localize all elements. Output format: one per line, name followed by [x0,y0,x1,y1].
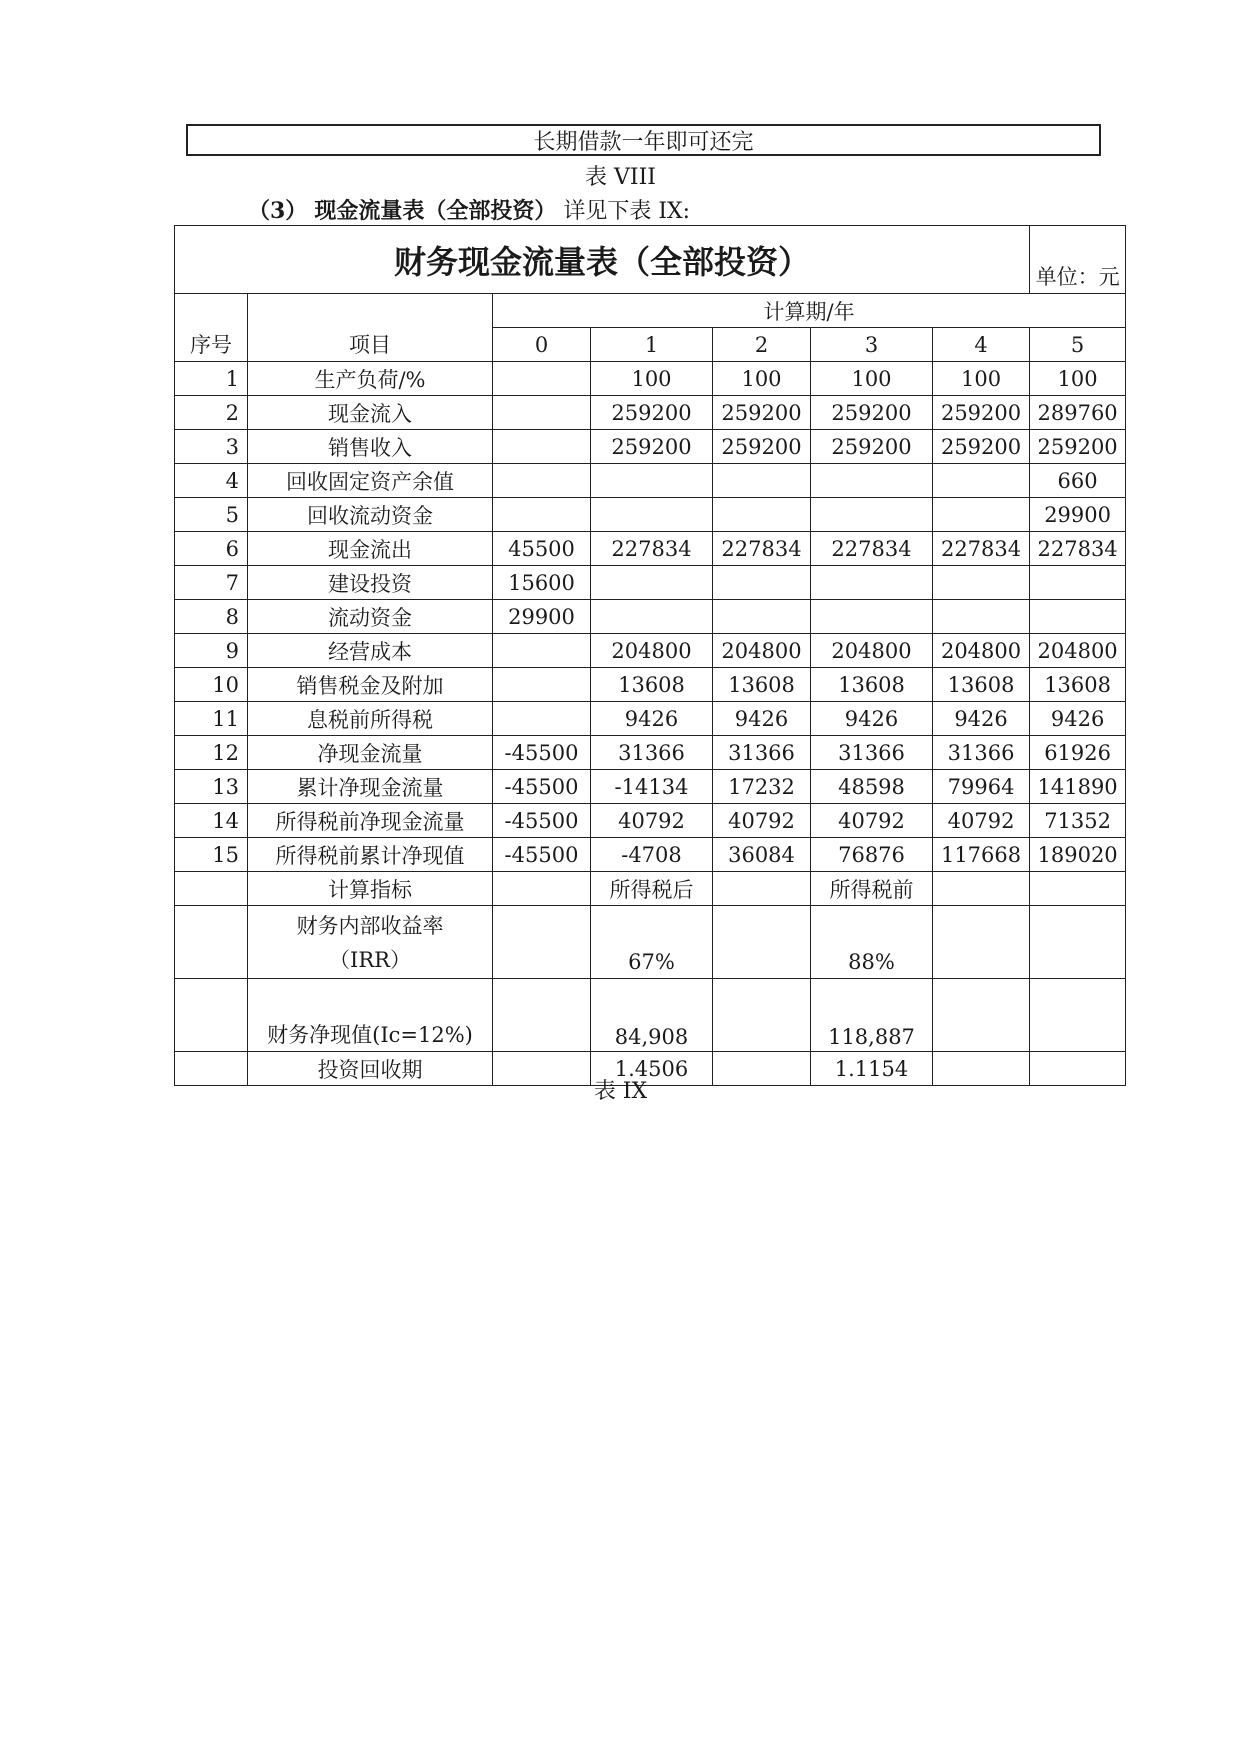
row-seq: 7 [175,566,248,600]
table-row [175,464,1126,498]
irr-after-value: 67% [591,906,713,979]
row-value: 13608 [591,668,713,702]
table-row [175,668,1126,702]
row-item: 回收固定资产余值 [248,464,493,498]
row-item: 所得税前净现金流量 [248,804,493,838]
table-row [175,362,1126,396]
row-value: 13608 [1030,668,1126,702]
row-value: 100 [591,362,713,396]
row-seq: 10 [175,668,248,702]
period-5: 5 [1030,328,1126,362]
indicator-header-row [175,872,1126,906]
row-value: 227834 [1030,532,1126,566]
row-value: 204800 [1030,634,1126,668]
row-value [933,464,1030,498]
row-value: 31366 [591,736,713,770]
empty-cell [933,906,1030,979]
irr-label-line-2: （IRR） [329,948,411,972]
row-value: 204800 [591,634,713,668]
row-value: 227834 [591,532,713,566]
row-item: 现金流入 [248,396,493,430]
row-value: 71352 [1030,804,1126,838]
row-value: 13608 [713,668,811,702]
row-value: 36084 [713,838,811,872]
indicators-label: 计算指标 [248,872,493,906]
before-tax-label: 所得税前 [811,872,933,906]
row-seq: 9 [175,634,248,668]
row-value [933,566,1030,600]
row-value: 9426 [713,702,811,736]
period-4: 4 [933,328,1030,362]
row-value [1030,600,1126,634]
row-value: 259200 [713,430,811,464]
npv-row [175,979,1126,1052]
row-value: 660 [1030,464,1126,498]
npv-after-value: 84,908 [591,979,713,1052]
row-value [811,464,933,498]
row-seq: 12 [175,736,248,770]
row-value: 259200 [811,430,933,464]
row-value: 9426 [811,702,933,736]
caption-table-ix: 表 IX [593,1079,648,1104]
row-item: 销售税金及附加 [248,668,493,702]
row-value: 289760 [1030,396,1126,430]
caption-table-viii: 表 VIII [585,165,656,190]
row-seq: 15 [175,838,248,872]
row-value: 40792 [933,804,1030,838]
row-seq: 11 [175,702,248,736]
row-value [713,498,811,532]
row-value: 189020 [1030,838,1126,872]
row-item: 净现金流量 [248,736,493,770]
row-value: 45500 [493,532,591,566]
empty-cell [175,906,248,979]
row-value: 29900 [493,600,591,634]
row-value: 9426 [933,702,1030,736]
empty-cell [933,979,1030,1052]
row-value [811,498,933,532]
row-seq: 2 [175,396,248,430]
table-row [175,634,1126,668]
row-value: -45500 [493,736,591,770]
row-value: 48598 [811,770,933,804]
table-row [175,838,1126,872]
empty-cell [1030,872,1126,906]
row-value [1030,566,1126,600]
row-value: 79964 [933,770,1030,804]
row-value: 204800 [933,634,1030,668]
row-item: 回收流动资金 [248,498,493,532]
payback-after-value: 1.4506 [591,1052,713,1086]
unit-label: 单位：元 [1030,226,1126,294]
seq-header: 序号 [175,294,248,362]
row-value: 15600 [493,566,591,600]
row-value: -45500 [493,838,591,872]
empty-cell [1030,979,1126,1052]
table-row [175,702,1126,736]
row-value [591,464,713,498]
repayment-note-text: 长期借款一年即可还完 [533,129,754,155]
row-value [493,634,591,668]
row-value [493,668,591,702]
table-title: 财务现金流量表（全部投资） [175,226,1030,294]
row-value: -45500 [493,770,591,804]
row-item: 生产负荷/% [248,362,493,396]
row-value: 117668 [933,838,1030,872]
period-header: 计算期/年 [493,294,1126,328]
row-value: 259200 [713,396,811,430]
row-value: -4708 [591,838,713,872]
row-value: 9426 [1030,702,1126,736]
section-heading: 现金流量表（全部投资） [314,198,557,224]
item-header: 项目 [248,294,493,362]
row-seq: 5 [175,498,248,532]
row-value [591,566,713,600]
row-value: 31366 [811,736,933,770]
row-value: 29900 [1030,498,1126,532]
row-value: 40792 [713,804,811,838]
row-item: 累计净现金流量 [248,770,493,804]
table-row [175,736,1126,770]
irr-label-line-1: 财务内部收益率 [296,914,444,938]
empty-cell [1030,906,1126,979]
row-value [493,464,591,498]
empty-cell [933,872,1030,906]
row-value: 40792 [591,804,713,838]
payback-before-value: 1.1154 [811,1052,933,1086]
row-seq: 4 [175,464,248,498]
row-value: 227834 [811,532,933,566]
section-note: 详见下表 IX: [563,199,691,224]
empty-cell [713,906,811,979]
row-value [811,566,933,600]
cash-flow-table [174,225,1126,1086]
row-item: 息税前所得税 [248,702,493,736]
row-value [493,430,591,464]
empty-cell [175,979,248,1052]
row-seq: 8 [175,600,248,634]
row-value: 227834 [933,532,1030,566]
period-3: 3 [811,328,933,362]
row-value: 13608 [811,668,933,702]
table-row [175,498,1126,532]
row-value [933,498,1030,532]
empty-cell [713,979,811,1052]
irr-before-value: 88% [811,906,933,979]
row-item: 经营成本 [248,634,493,668]
row-value: 259200 [933,430,1030,464]
row-value: 61926 [1030,736,1126,770]
empty-cell [175,872,248,906]
period-1: 1 [591,328,713,362]
row-item: 建设投资 [248,566,493,600]
row-seq: 13 [175,770,248,804]
table-row [175,804,1126,838]
row-value: 100 [811,362,933,396]
table-row [175,770,1126,804]
row-value [713,566,811,600]
row-value: 259200 [1030,430,1126,464]
empty-cell [713,872,811,906]
row-item: 流动资金 [248,600,493,634]
table-row [175,600,1126,634]
irr-label [248,906,493,979]
row-value: 17232 [713,770,811,804]
row-value: 204800 [713,634,811,668]
row-value [591,600,713,634]
section-intro [248,194,690,225]
empty-cell [493,906,591,979]
row-item: 销售收入 [248,430,493,464]
row-seq: 14 [175,804,248,838]
row-value: 100 [1030,362,1126,396]
section-number: （3） [248,198,308,224]
npv-before-value: 118,887 [811,979,933,1052]
row-value: 40792 [811,804,933,838]
period-2: 2 [713,328,811,362]
table-row [175,566,1126,600]
table-row [175,396,1126,430]
row-value [933,600,1030,634]
row-seq: 3 [175,430,248,464]
row-value: 100 [713,362,811,396]
row-value: 141890 [1030,770,1126,804]
row-value [493,362,591,396]
period-0: 0 [493,328,591,362]
table-row [175,532,1126,566]
after-tax-label: 所得税后 [591,872,713,906]
row-seq: 6 [175,532,248,566]
row-value: 31366 [713,736,811,770]
row-item: 现金流出 [248,532,493,566]
table-row [175,430,1126,464]
row-value: 227834 [713,532,811,566]
row-value [493,396,591,430]
npv-label: 财务净现值(Ic=12%) [248,979,493,1052]
row-value: -45500 [493,804,591,838]
repayment-note-box [186,124,1101,156]
row-value [811,600,933,634]
row-value: -14134 [591,770,713,804]
row-value [591,498,713,532]
row-value: 13608 [933,668,1030,702]
row-value [493,498,591,532]
row-value: 204800 [811,634,933,668]
row-value [713,600,811,634]
empty-cell [493,979,591,1052]
row-value [713,464,811,498]
row-value: 9426 [591,702,713,736]
row-value: 259200 [933,396,1030,430]
row-value: 31366 [933,736,1030,770]
row-item: 所得税前累计净现值 [248,838,493,872]
row-value: 259200 [591,430,713,464]
irr-row [175,906,1126,979]
row-value: 259200 [811,396,933,430]
row-value [493,702,591,736]
empty-cell [493,872,591,906]
row-value: 76876 [811,838,933,872]
payback-label: 投资回收期 [248,1052,493,1086]
row-value: 100 [933,362,1030,396]
row-value: 259200 [591,396,713,430]
row-seq: 1 [175,362,248,396]
